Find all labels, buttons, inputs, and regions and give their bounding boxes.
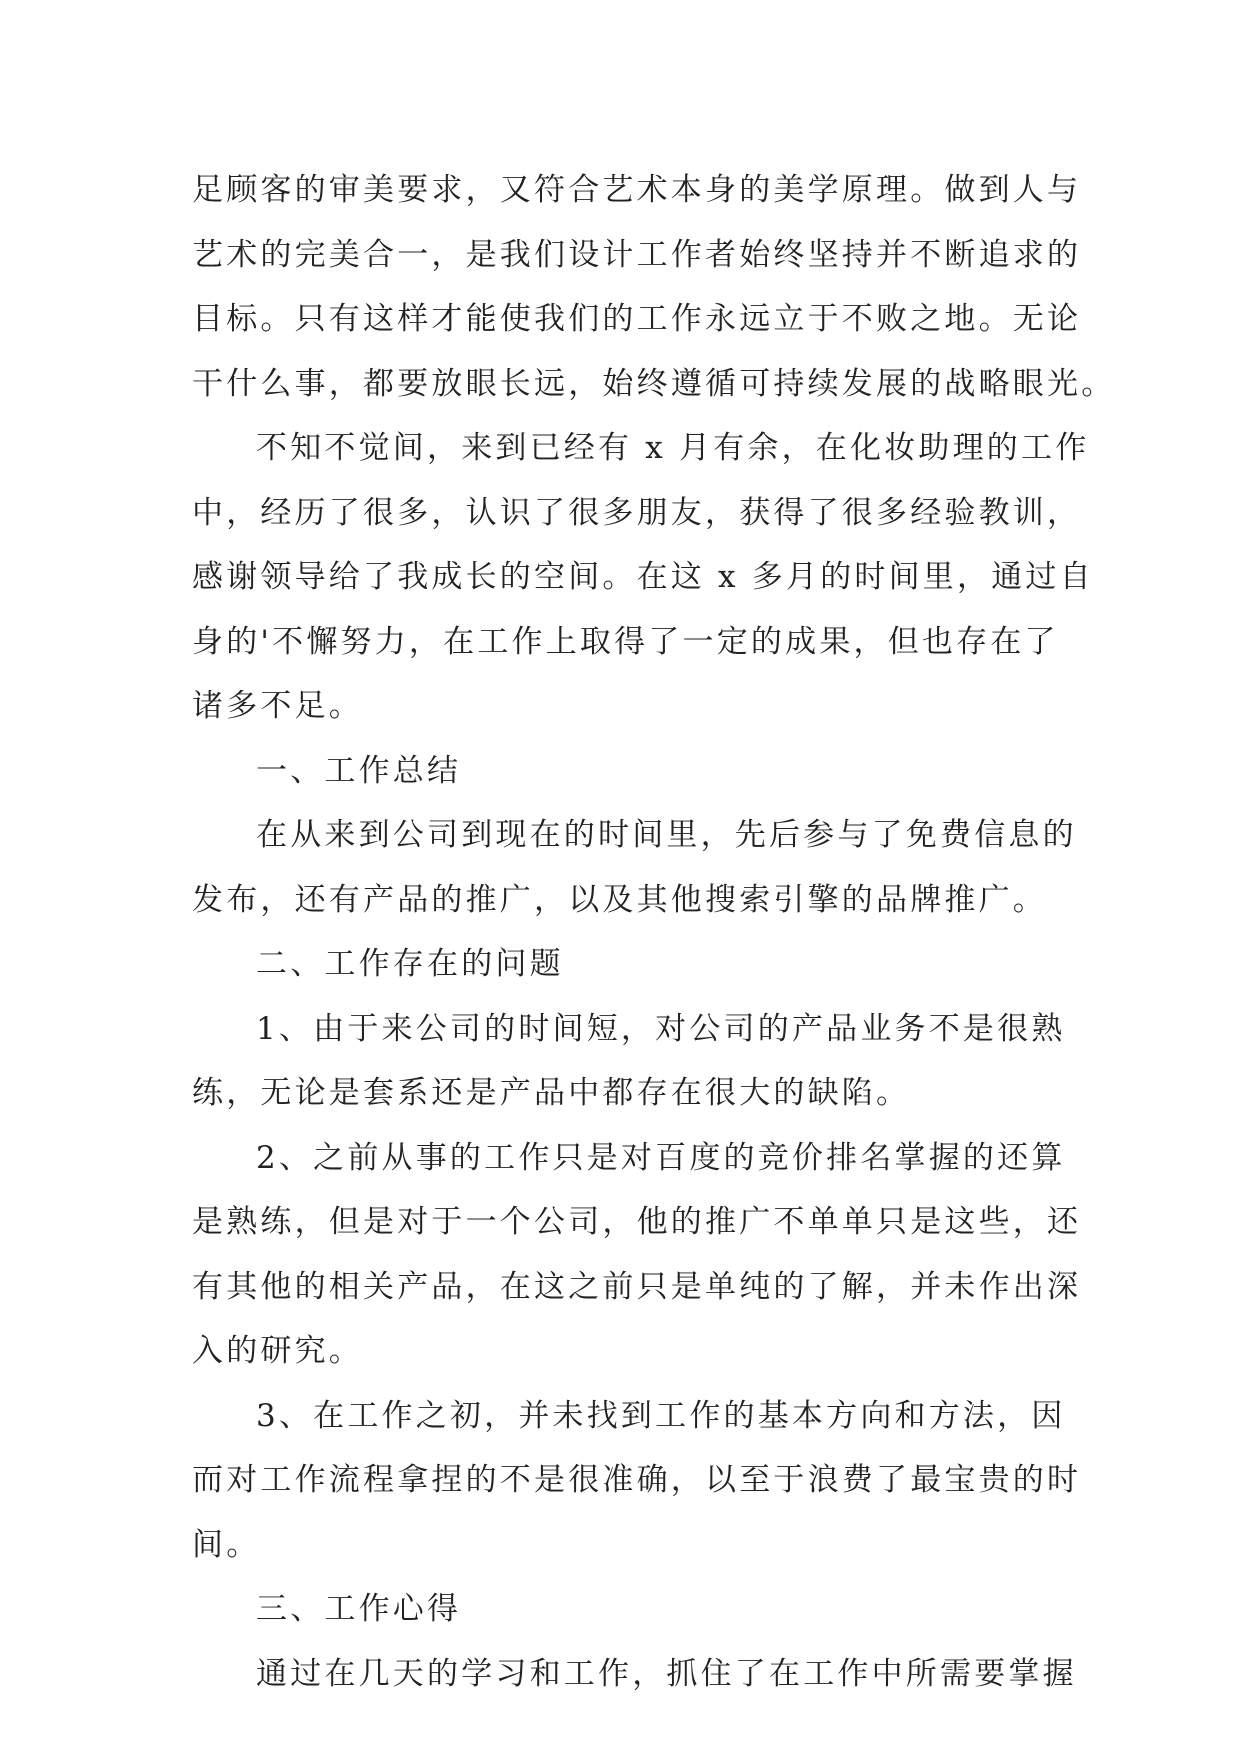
list-item-start-line: 2、之前从事的工作只是对百度的竞价排名掌握的还算 [256, 1139, 1066, 1176]
text-line: 间。 [192, 1526, 261, 1563]
text-line: 目标。只有这样才能使我们的工作永远立于不败之地。无论 [192, 301, 1082, 337]
section-heading: 三、工作心得 [256, 1591, 462, 1627]
section-heading: 一、工作总结 [256, 752, 462, 789]
text-line: 身的'不懈努力，在工作上取得了一定的成果，但也存在了 [192, 623, 1059, 660]
text-line: 发布，还有产品的推广，以及其他搜索引擎的品牌推广。 [192, 881, 1047, 918]
text-line: 足顾客的审美要求，又符合艺术本身的美学原理。做到人与 [192, 172, 1082, 208]
list-item-start-line: 1、由于来公司的时间短，对公司的产品业务不是很熟 [256, 1010, 1066, 1047]
document-body [192, 158, 1116, 1706]
text-line: 有其他的相关产品，在这之前只是单纯的了解，并未作出深 [192, 1268, 1082, 1305]
section-heading: 二、工作存在的问题 [256, 946, 564, 982]
text-line: 练，无论是套系还是产品中都存在很大的缺陷。 [192, 1075, 911, 1111]
list-item-start-line: 3、在工作之初，并未找到工作的基本方向和方法，因 [256, 1397, 1066, 1434]
text-line: 入的研究。 [192, 1333, 363, 1369]
text-line: 干什么事，都要放眼长远，始终遵循可持续发展的战略眼光。 [192, 365, 1116, 402]
text-line: 诸多不足。 [192, 688, 363, 724]
text-line: 艺术的完美合一，是我们设计工作者始终坚持并不断追求的 [192, 236, 1082, 273]
text-line: 而对工作流程拿捏的不是很准确，以至于浪费了最宝贵的时 [192, 1462, 1082, 1498]
text-line: 中，经历了很多，认识了很多朋友，获得了很多经验教训， [192, 494, 1082, 531]
text-line: 感谢领导给了我成长的空间。在这 x 多月的时间里，通过自 [192, 559, 1094, 595]
paragraph-start-line: 不知不觉间，来到已经有 x 月有余，在化妆助理的工作 [256, 430, 1090, 466]
paragraph-start-line: 通过在几天的学习和工作，抓住了在工作中所需要掌握 [256, 1655, 1077, 1692]
text-line: 是熟练，但是对于一个公司，他的推广不单单只是这些，还 [192, 1204, 1082, 1240]
paragraph-start-line: 在从来到公司到现在的时间里，先后参与了免费信息的 [256, 817, 1077, 853]
